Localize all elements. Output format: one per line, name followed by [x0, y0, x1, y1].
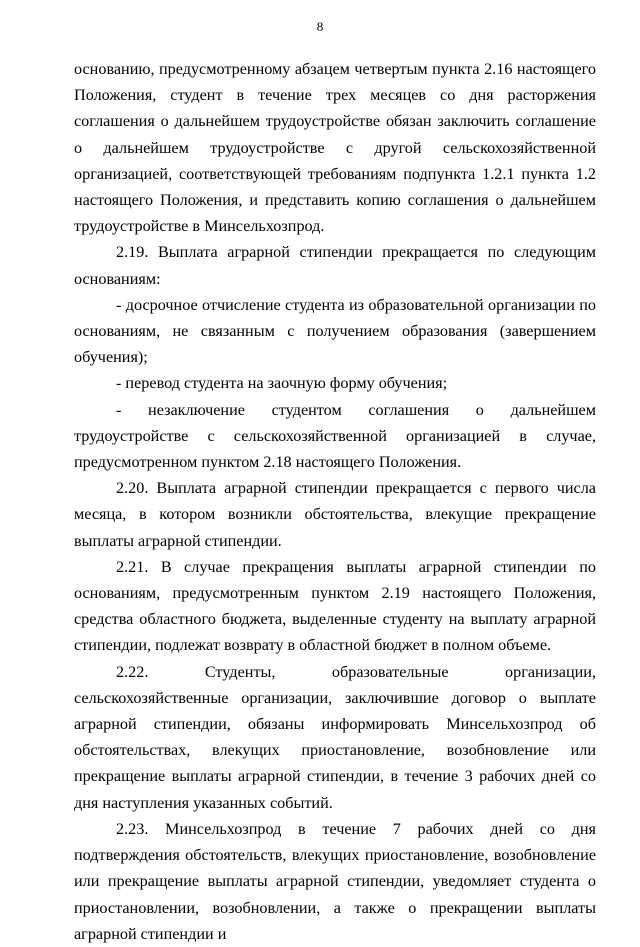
paragraph-continuation: основанию, предусмотренному абзацем четвертым пункта 2.16 настоящего Положения, студент в течение трех месяцев со дня расторжения соглашения о дальнейшем трудоустройстве обязан заключить соглашение о дальнейшем трудоустройстве с другой сельскохозяйственной организацией, соответствующей требованиям подпункта 1.2.1 пункта 1.2 настоящего Положения, и представить копию соглашения о дальнейшем трудоустройстве в Минсельхозпрод. — [74, 60, 596, 236]
paragraph-2-23: 2.23. Минсельхозпрод в течение 7 рабочих дней со дня подтверждения обстоятельств, влекущих приостановление, возобновление или прекращение выплаты аграрной стипендии, уведомляет студента о приостановлении, возобновлении, а также о прекращении выплаты аграрной стипендии и — [74, 819, 596, 943]
list-item-no-employment-agreement: - незаключение студентом соглашения о дальнейшем трудоустройстве с сельскохозяйственной организацией в случае, предусмотренном пунктом 2.18 настоящего Положения. — [74, 400, 596, 472]
paragraph-2-19: 2.19. Выплата аграрной стипендии прекращается по следующим основаниям: — [74, 243, 596, 288]
list-item-transfer-to-correspondence: - перевод студента на заочную форму обучения; — [116, 374, 448, 393]
paragraph-2-20: 2.20. Выплата аграрной стипендии прекращается с первого числа месяца, в котором возникли обстоятельства, влекущие прекращение выплаты аграрной стипендии. — [74, 479, 596, 550]
paragraph-2-22: 2.22. Студенты, образовательные организации, сельскохозяйственные организации, заключившие договор о выплате аграрной стипендии, обязаны информировать Минсельхозпрод об обстоятельствах, влекущих приостановление, возобновление или прекращение выплаты аграрной стипендии, в течение 3 рабочих дней со дня наступления указанных событий. — [74, 662, 596, 812]
document-body — [74, 56, 596, 947]
page-number: 8 — [316, 19, 324, 34]
paragraph-2-21: 2.21. В случае прекращения выплаты аграрной стипендии по основаниям, предусмотренным пунктом 2.19 настоящего Положения, средства областного бюджета, выделенные студенту на выплату аграрной стипендии, подлежат возврату в областной бюджет в полном объеме. — [74, 557, 596, 655]
list-item-early-expulsion: - досрочное отчисление студента из образовательной организации по основаниям, не связанным с получением образования (завершением обучения); — [74, 295, 596, 367]
